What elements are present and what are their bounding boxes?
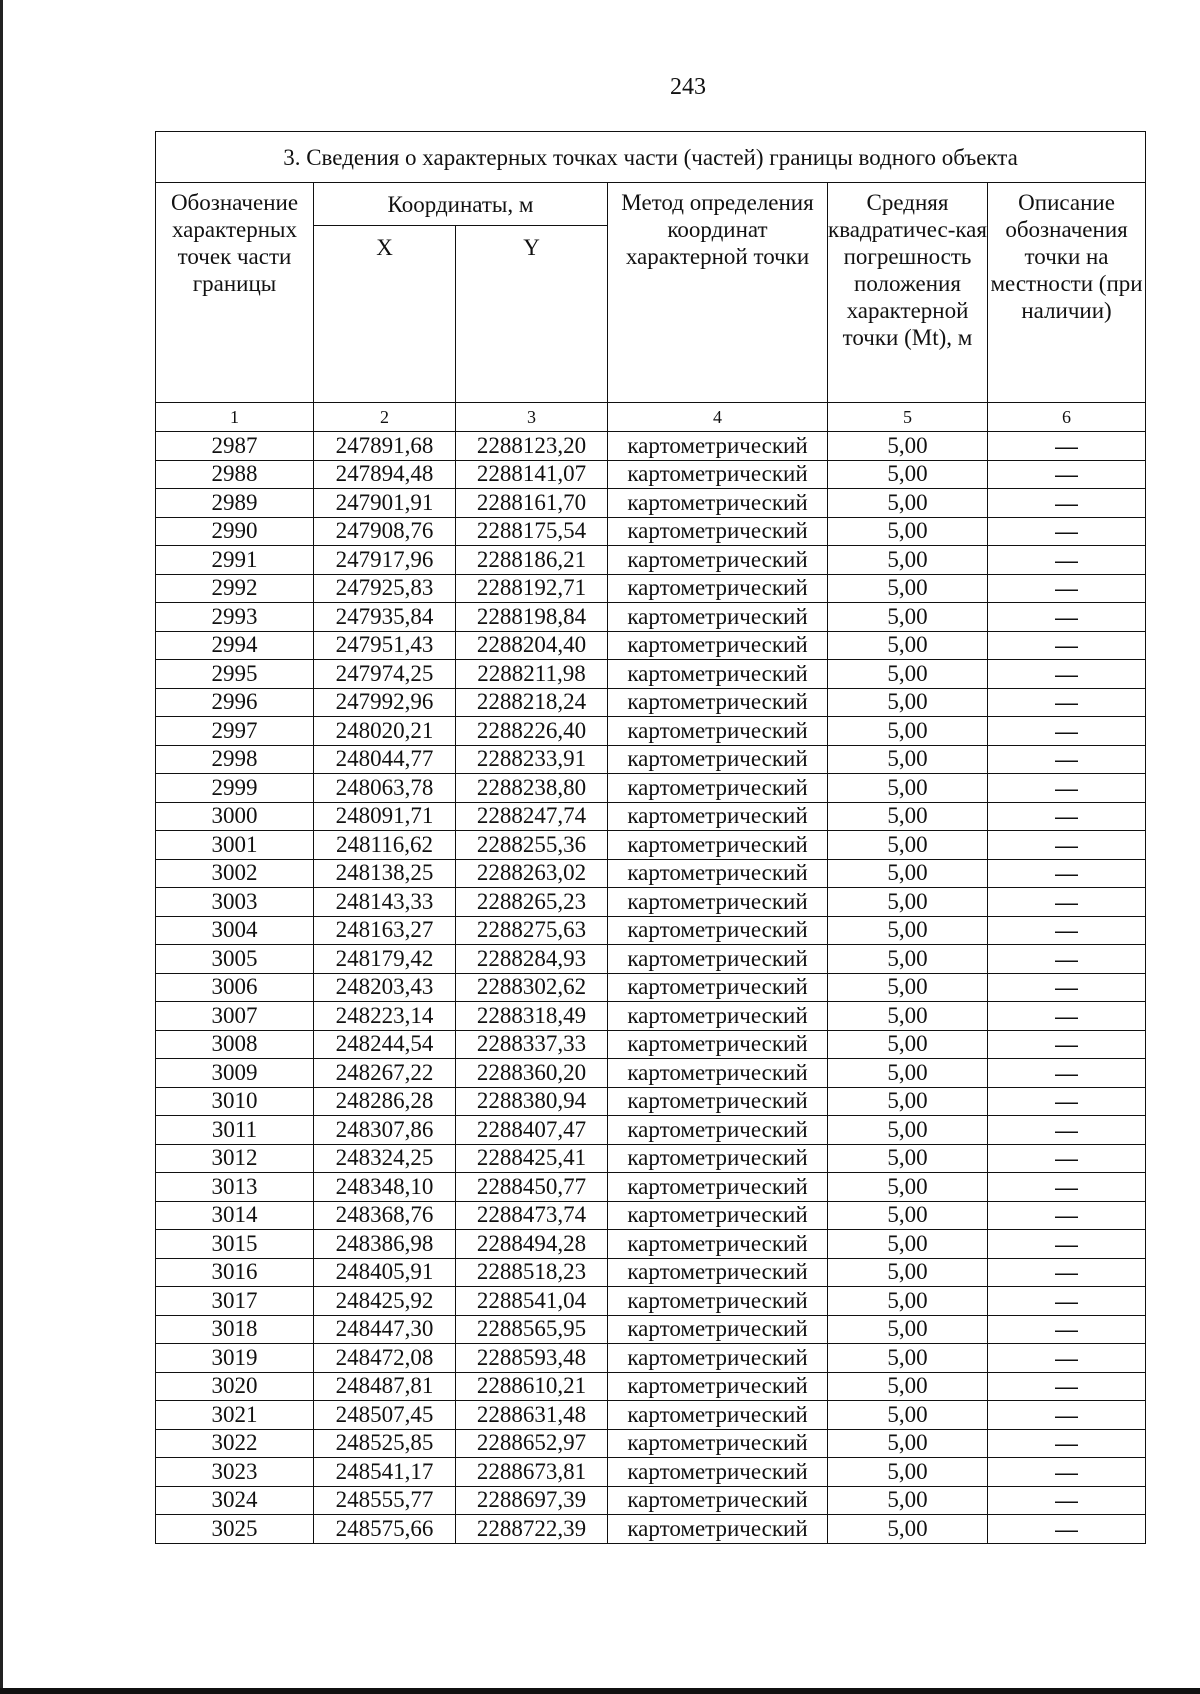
point-id-cell: 3016 xyxy=(156,1258,314,1287)
method-cell: картометрический xyxy=(608,1059,828,1088)
y-coordinate-cell: 2288518,23 xyxy=(456,1258,608,1287)
method-cell: картометрический xyxy=(608,1258,828,1287)
table-row xyxy=(156,831,1146,860)
description-cell: — xyxy=(988,517,1146,546)
y-coordinate-cell: 2288123,20 xyxy=(456,432,608,461)
method-cell: картометрический xyxy=(608,1458,828,1487)
error-cell: 5,00 xyxy=(828,660,988,689)
point-id-cell: 2994 xyxy=(156,631,314,660)
point-id-cell: 3017 xyxy=(156,1287,314,1316)
error-cell: 5,00 xyxy=(828,1059,988,1088)
description-cell: — xyxy=(988,1030,1146,1059)
method-cell: картометрический xyxy=(608,1030,828,1059)
point-id-cell: 2995 xyxy=(156,660,314,689)
error-cell: 5,00 xyxy=(828,1087,988,1116)
y-coordinate-cell: 2288318,49 xyxy=(456,1002,608,1031)
description-cell: — xyxy=(988,489,1146,518)
description-cell: — xyxy=(988,1287,1146,1316)
description-cell: — xyxy=(988,1087,1146,1116)
x-coordinate-cell: 248507,45 xyxy=(314,1401,456,1430)
y-coordinate-cell: 2288652,97 xyxy=(456,1429,608,1458)
x-coordinate-cell: 248091,71 xyxy=(314,802,456,831)
error-cell: 5,00 xyxy=(828,802,988,831)
column-number-row xyxy=(156,403,1146,432)
table-row xyxy=(156,1401,1146,1430)
y-coordinate-cell: 2288360,20 xyxy=(456,1059,608,1088)
y-coordinate-cell: 2288337,33 xyxy=(456,1030,608,1059)
error-cell: 5,00 xyxy=(828,574,988,603)
method-cell: картометрический xyxy=(608,1401,828,1430)
point-id-cell: 3012 xyxy=(156,1144,314,1173)
y-coordinate-cell: 2288233,91 xyxy=(456,745,608,774)
table-row xyxy=(156,1258,1146,1287)
description-cell: — xyxy=(988,1515,1146,1544)
table-row xyxy=(156,688,1146,717)
table-row xyxy=(156,546,1146,575)
table-row xyxy=(156,1344,1146,1373)
error-cell: 5,00 xyxy=(828,631,988,660)
method-cell: картометрический xyxy=(608,888,828,917)
description-cell: — xyxy=(988,1230,1146,1259)
point-id-cell: 3013 xyxy=(156,1173,314,1202)
y-coordinate-cell: 2288425,41 xyxy=(456,1144,608,1173)
y-coordinate-cell: 2288565,95 xyxy=(456,1315,608,1344)
method-cell: картометрический xyxy=(608,1002,828,1031)
point-id-cell: 2987 xyxy=(156,432,314,461)
point-id-cell: 3005 xyxy=(156,945,314,974)
error-cell: 5,00 xyxy=(828,489,988,518)
method-cell: картометрический xyxy=(608,859,828,888)
y-coordinate-cell: 2288265,23 xyxy=(456,888,608,917)
y-coordinate-cell: 2288198,84 xyxy=(456,603,608,632)
method-cell: картометрический xyxy=(608,574,828,603)
point-id-cell: 2999 xyxy=(156,774,314,803)
error-cell: 5,00 xyxy=(828,1372,988,1401)
table-body xyxy=(156,432,1146,1544)
x-coordinate-cell: 248575,66 xyxy=(314,1515,456,1544)
point-id-cell: 3010 xyxy=(156,1087,314,1116)
error-cell: 5,00 xyxy=(828,1458,988,1487)
description-cell: — xyxy=(988,1173,1146,1202)
description-cell: — xyxy=(988,1315,1146,1344)
y-coordinate-cell: 2288407,47 xyxy=(456,1116,608,1145)
column-number: 1 xyxy=(156,403,314,432)
header-description: Описание обозначения точки на местности (при наличии) xyxy=(988,183,1146,403)
table-row xyxy=(156,1458,1146,1487)
x-coordinate-cell: 247901,91 xyxy=(314,489,456,518)
x-coordinate-cell: 248307,86 xyxy=(314,1116,456,1145)
description-cell: — xyxy=(988,688,1146,717)
x-coordinate-cell: 247992,96 xyxy=(314,688,456,717)
point-id-cell: 3001 xyxy=(156,831,314,860)
y-coordinate-cell: 2288697,39 xyxy=(456,1486,608,1515)
description-cell: — xyxy=(988,432,1146,461)
method-cell: картометрический xyxy=(608,916,828,945)
y-coordinate-cell: 2288175,54 xyxy=(456,517,608,546)
error-cell: 5,00 xyxy=(828,1173,988,1202)
description-cell: — xyxy=(988,717,1146,746)
point-id-cell: 3011 xyxy=(156,1116,314,1145)
description-cell: — xyxy=(988,1344,1146,1373)
table-row xyxy=(156,574,1146,603)
y-coordinate-cell: 2288204,40 xyxy=(456,631,608,660)
x-coordinate-cell: 247974,25 xyxy=(314,660,456,689)
header-coordinates: Координаты, м xyxy=(314,183,608,226)
description-cell: — xyxy=(988,603,1146,632)
description-cell: — xyxy=(988,574,1146,603)
method-cell: картометрический xyxy=(608,1144,828,1173)
table-row xyxy=(156,1002,1146,1031)
column-number: 4 xyxy=(608,403,828,432)
point-id-cell: 2989 xyxy=(156,489,314,518)
point-id-cell: 2996 xyxy=(156,688,314,717)
error-cell: 5,00 xyxy=(828,460,988,489)
table-row xyxy=(156,1173,1146,1202)
point-id-cell: 3025 xyxy=(156,1515,314,1544)
x-coordinate-cell: 248244,54 xyxy=(314,1030,456,1059)
method-cell: картометрический xyxy=(608,660,828,689)
y-coordinate-cell: 2288238,80 xyxy=(456,774,608,803)
y-coordinate-cell: 2288302,62 xyxy=(456,973,608,1002)
x-coordinate-cell: 248143,33 xyxy=(314,888,456,917)
column-number: 3 xyxy=(456,403,608,432)
error-cell: 5,00 xyxy=(828,888,988,917)
error-cell: 5,00 xyxy=(828,1429,988,1458)
x-coordinate-cell: 248163,27 xyxy=(314,916,456,945)
error-cell: 5,00 xyxy=(828,1030,988,1059)
point-id-cell: 3009 xyxy=(156,1059,314,1088)
error-cell: 5,00 xyxy=(828,1144,988,1173)
method-cell: картометрический xyxy=(608,745,828,774)
x-coordinate-cell: 248324,25 xyxy=(314,1144,456,1173)
method-cell: картометрический xyxy=(608,631,828,660)
table-row xyxy=(156,1372,1146,1401)
table-row xyxy=(156,517,1146,546)
method-cell: картометрический xyxy=(608,432,828,461)
table-row xyxy=(156,603,1146,632)
x-coordinate-cell: 247891,68 xyxy=(314,432,456,461)
description-cell: — xyxy=(988,1059,1146,1088)
point-id-cell: 3003 xyxy=(156,888,314,917)
x-coordinate-cell: 248223,14 xyxy=(314,1002,456,1031)
x-coordinate-cell: 248405,91 xyxy=(314,1258,456,1287)
error-cell: 5,00 xyxy=(828,916,988,945)
x-coordinate-cell: 248286,28 xyxy=(314,1087,456,1116)
y-coordinate-cell: 2288161,70 xyxy=(456,489,608,518)
error-cell: 5,00 xyxy=(828,745,988,774)
column-number: 5 xyxy=(828,403,988,432)
x-coordinate-cell: 248425,92 xyxy=(314,1287,456,1316)
y-coordinate-cell: 2288673,81 xyxy=(456,1458,608,1487)
x-coordinate-cell: 247951,43 xyxy=(314,631,456,660)
point-id-cell: 2992 xyxy=(156,574,314,603)
description-cell: — xyxy=(988,888,1146,917)
error-cell: 5,00 xyxy=(828,831,988,860)
table-row xyxy=(156,916,1146,945)
table-row xyxy=(156,489,1146,518)
y-coordinate-cell: 2288380,94 xyxy=(456,1087,608,1116)
method-cell: картометрический xyxy=(608,802,828,831)
method-cell: картометрический xyxy=(608,774,828,803)
x-coordinate-cell: 248368,76 xyxy=(314,1201,456,1230)
table-row xyxy=(156,774,1146,803)
method-cell: картометрический xyxy=(608,1287,828,1316)
error-cell: 5,00 xyxy=(828,1230,988,1259)
x-coordinate-cell: 247935,84 xyxy=(314,603,456,632)
method-cell: картометрический xyxy=(608,1515,828,1544)
point-id-cell: 3020 xyxy=(156,1372,314,1401)
table-row xyxy=(156,1116,1146,1145)
header-error: Средняя квадратичес-кая погрешность положения характерной точки (Mt), м xyxy=(828,183,988,403)
method-cell: картометрический xyxy=(608,546,828,575)
x-coordinate-cell: 248203,43 xyxy=(314,973,456,1002)
error-cell: 5,00 xyxy=(828,945,988,974)
x-coordinate-cell: 248020,21 xyxy=(314,717,456,746)
y-coordinate-cell: 2288255,36 xyxy=(456,831,608,860)
method-cell: картометрический xyxy=(608,1173,828,1202)
error-cell: 5,00 xyxy=(828,517,988,546)
point-id-cell: 2993 xyxy=(156,603,314,632)
table-row xyxy=(156,859,1146,888)
y-coordinate-cell: 2288226,40 xyxy=(456,717,608,746)
header-x: X xyxy=(314,226,456,403)
description-cell: — xyxy=(988,859,1146,888)
x-coordinate-cell: 247894,48 xyxy=(314,460,456,489)
error-cell: 5,00 xyxy=(828,973,988,1002)
table-row xyxy=(156,1315,1146,1344)
section-title: 3. Сведения о характерных точках части (частей) границы водного объекта xyxy=(156,132,1146,183)
scan-bottom-edge xyxy=(0,1688,1200,1694)
table-row xyxy=(156,631,1146,660)
error-cell: 5,00 xyxy=(828,1515,988,1544)
error-cell: 5,00 xyxy=(828,603,988,632)
description-cell: — xyxy=(988,660,1146,689)
error-cell: 5,00 xyxy=(828,688,988,717)
y-coordinate-cell: 2288247,74 xyxy=(456,802,608,831)
method-cell: картометрический xyxy=(608,1315,828,1344)
error-cell: 5,00 xyxy=(828,1287,988,1316)
y-coordinate-cell: 2288722,39 xyxy=(456,1515,608,1544)
method-cell: картометрический xyxy=(608,688,828,717)
description-cell: — xyxy=(988,1458,1146,1487)
error-cell: 5,00 xyxy=(828,1486,988,1515)
x-coordinate-cell: 248179,42 xyxy=(314,945,456,974)
table-row xyxy=(156,660,1146,689)
table-row xyxy=(156,432,1146,461)
method-cell: картометрический xyxy=(608,489,828,518)
description-cell: — xyxy=(988,745,1146,774)
table-row xyxy=(156,460,1146,489)
x-coordinate-cell: 248116,62 xyxy=(314,831,456,860)
error-cell: 5,00 xyxy=(828,717,988,746)
error-cell: 5,00 xyxy=(828,1002,988,1031)
x-coordinate-cell: 247917,96 xyxy=(314,546,456,575)
description-cell: — xyxy=(988,1486,1146,1515)
table-row xyxy=(156,888,1146,917)
description-cell: — xyxy=(988,945,1146,974)
table-row xyxy=(156,1201,1146,1230)
error-cell: 5,00 xyxy=(828,1258,988,1287)
point-id-cell: 2988 xyxy=(156,460,314,489)
table-row xyxy=(156,1486,1146,1515)
method-cell: картометрический xyxy=(608,603,828,632)
error-cell: 5,00 xyxy=(828,859,988,888)
description-cell: — xyxy=(988,546,1146,575)
description-cell: — xyxy=(988,802,1146,831)
description-cell: — xyxy=(988,973,1146,1002)
method-cell: картометрический xyxy=(608,1230,828,1259)
method-cell: картометрический xyxy=(608,973,828,1002)
method-cell: картометрический xyxy=(608,1372,828,1401)
x-coordinate-cell: 248138,25 xyxy=(314,859,456,888)
description-cell: — xyxy=(988,1429,1146,1458)
y-coordinate-cell: 2288275,63 xyxy=(456,916,608,945)
description-cell: — xyxy=(988,831,1146,860)
scan-left-edge xyxy=(0,0,3,1694)
y-coordinate-cell: 2288593,48 xyxy=(456,1344,608,1373)
point-id-cell: 3021 xyxy=(156,1401,314,1430)
point-id-cell: 3023 xyxy=(156,1458,314,1487)
point-id-cell: 3008 xyxy=(156,1030,314,1059)
y-coordinate-cell: 2288211,98 xyxy=(456,660,608,689)
table-row xyxy=(156,1059,1146,1088)
table-row xyxy=(156,1287,1146,1316)
y-coordinate-cell: 2288450,77 xyxy=(456,1173,608,1202)
table-row xyxy=(156,802,1146,831)
description-cell: — xyxy=(988,460,1146,489)
description-cell: — xyxy=(988,1372,1146,1401)
description-cell: — xyxy=(988,774,1146,803)
description-cell: — xyxy=(988,1144,1146,1173)
point-id-cell: 2991 xyxy=(156,546,314,575)
point-id-cell: 3002 xyxy=(156,859,314,888)
x-coordinate-cell: 248386,98 xyxy=(314,1230,456,1259)
y-coordinate-cell: 2288141,07 xyxy=(456,460,608,489)
error-cell: 5,00 xyxy=(828,1401,988,1430)
method-cell: картометрический xyxy=(608,1116,828,1145)
column-number: 2 xyxy=(314,403,456,432)
x-coordinate-cell: 247908,76 xyxy=(314,517,456,546)
point-id-cell: 3000 xyxy=(156,802,314,831)
point-id-cell: 2998 xyxy=(156,745,314,774)
method-cell: картометрический xyxy=(608,1087,828,1116)
point-id-cell: 3015 xyxy=(156,1230,314,1259)
table-row xyxy=(156,1087,1146,1116)
table-row xyxy=(156,1230,1146,1259)
point-id-cell: 2997 xyxy=(156,717,314,746)
y-coordinate-cell: 2288541,04 xyxy=(456,1287,608,1316)
description-cell: — xyxy=(988,631,1146,660)
y-coordinate-cell: 2288192,71 xyxy=(456,574,608,603)
x-coordinate-cell: 247925,83 xyxy=(314,574,456,603)
x-coordinate-cell: 248525,85 xyxy=(314,1429,456,1458)
page-number: 243 xyxy=(670,74,706,100)
y-coordinate-cell: 2288263,02 xyxy=(456,859,608,888)
error-cell: 5,00 xyxy=(828,546,988,575)
column-number: 6 xyxy=(988,403,1146,432)
error-cell: 5,00 xyxy=(828,432,988,461)
method-cell: картометрический xyxy=(608,517,828,546)
y-coordinate-cell: 2288631,48 xyxy=(456,1401,608,1430)
y-coordinate-cell: 2288218,24 xyxy=(456,688,608,717)
x-coordinate-cell: 248487,81 xyxy=(314,1372,456,1401)
description-cell: — xyxy=(988,916,1146,945)
x-coordinate-cell: 248063,78 xyxy=(314,774,456,803)
description-cell: — xyxy=(988,1116,1146,1145)
error-cell: 5,00 xyxy=(828,774,988,803)
description-cell: — xyxy=(988,1002,1146,1031)
point-id-cell: 3007 xyxy=(156,1002,314,1031)
point-id-cell: 3018 xyxy=(156,1315,314,1344)
x-coordinate-cell: 248472,08 xyxy=(314,1344,456,1373)
y-coordinate-cell: 2288473,74 xyxy=(456,1201,608,1230)
method-cell: картометрический xyxy=(608,1344,828,1373)
method-cell: картометрический xyxy=(608,1486,828,1515)
y-coordinate-cell: 2288186,21 xyxy=(456,546,608,575)
point-id-cell: 3024 xyxy=(156,1486,314,1515)
method-cell: картометрический xyxy=(608,717,828,746)
y-coordinate-cell: 2288284,93 xyxy=(456,945,608,974)
table-row xyxy=(156,1515,1146,1544)
x-coordinate-cell: 248267,22 xyxy=(314,1059,456,1088)
y-coordinate-cell: 2288494,28 xyxy=(456,1230,608,1259)
point-id-cell: 3019 xyxy=(156,1344,314,1373)
table-row xyxy=(156,1144,1146,1173)
table-row xyxy=(156,1030,1146,1059)
error-cell: 5,00 xyxy=(828,1315,988,1344)
point-id-cell: 3004 xyxy=(156,916,314,945)
boundary-points-table xyxy=(155,131,1146,1544)
table-row xyxy=(156,945,1146,974)
method-cell: картометрический xyxy=(608,1201,828,1230)
description-cell: — xyxy=(988,1258,1146,1287)
x-coordinate-cell: 248044,77 xyxy=(314,745,456,774)
x-coordinate-cell: 248555,77 xyxy=(314,1486,456,1515)
description-cell: — xyxy=(988,1401,1146,1430)
y-coordinate-cell: 2288610,21 xyxy=(456,1372,608,1401)
method-cell: картометрический xyxy=(608,1429,828,1458)
table-row xyxy=(156,745,1146,774)
point-id-cell: 2990 xyxy=(156,517,314,546)
header-point: Обозначение характерных точек части границы xyxy=(156,183,314,403)
method-cell: картометрический xyxy=(608,945,828,974)
error-cell: 5,00 xyxy=(828,1201,988,1230)
error-cell: 5,00 xyxy=(828,1344,988,1373)
method-cell: картометрический xyxy=(608,831,828,860)
table-row xyxy=(156,717,1146,746)
error-cell: 5,00 xyxy=(828,1116,988,1145)
x-coordinate-cell: 248348,10 xyxy=(314,1173,456,1202)
point-id-cell: 3022 xyxy=(156,1429,314,1458)
point-id-cell: 3014 xyxy=(156,1201,314,1230)
header-method: Метод определения координат характерной точки xyxy=(608,183,828,403)
method-cell: картометрический xyxy=(608,460,828,489)
table-row xyxy=(156,973,1146,1002)
header-y: Y xyxy=(456,226,608,403)
x-coordinate-cell: 248447,30 xyxy=(314,1315,456,1344)
table-row xyxy=(156,1429,1146,1458)
description-cell: — xyxy=(988,1201,1146,1230)
point-id-cell: 3006 xyxy=(156,973,314,1002)
x-coordinate-cell: 248541,17 xyxy=(314,1458,456,1487)
